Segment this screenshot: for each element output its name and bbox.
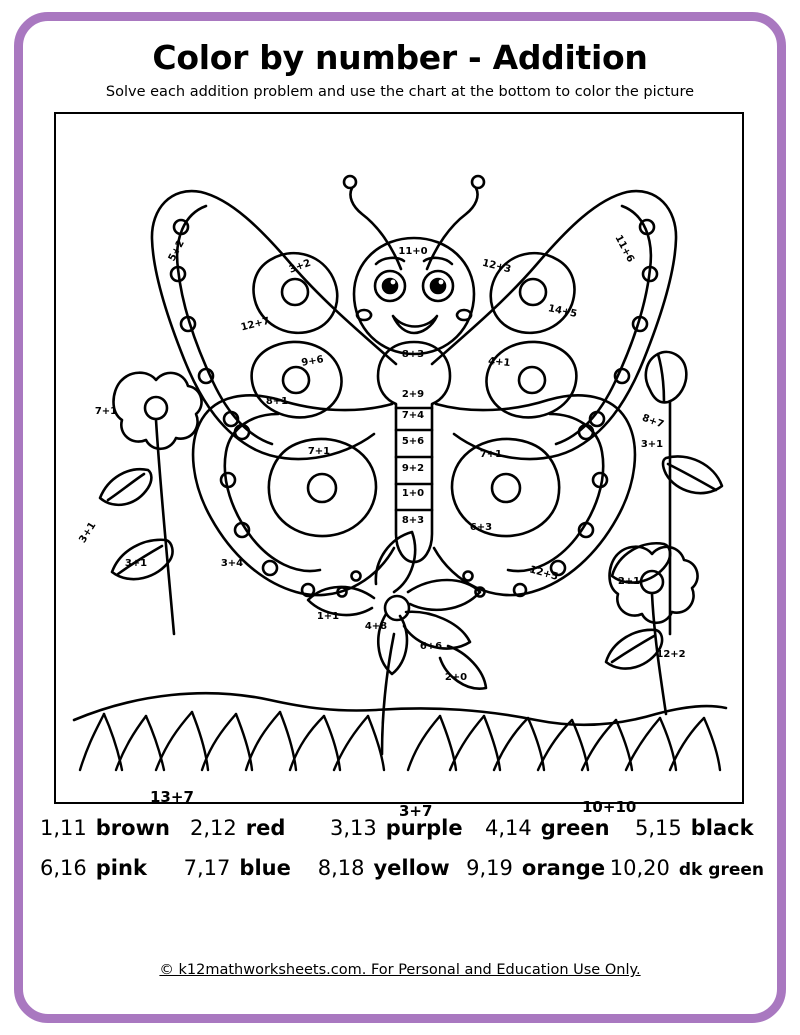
math-problem-label: 2+0	[444, 672, 468, 683]
math-problem-label: 4+1	[487, 355, 511, 370]
math-problem-label: 12+3	[481, 257, 513, 276]
math-problem-label: 14+5	[547, 303, 578, 320]
legend-color-name: pink	[95, 856, 147, 880]
math-problem-label: 11+0	[398, 246, 428, 257]
legend-item-3	[330, 816, 485, 840]
math-problem-label: 7+1	[479, 449, 503, 460]
math-problem-label: 6+6	[419, 641, 443, 652]
math-problem-label: 6+3	[469, 522, 493, 533]
math-problem-label: 9+6	[300, 354, 325, 369]
legend-color-name: yellow	[373, 856, 450, 880]
legend-row-2	[40, 856, 764, 880]
math-problem-label: 2+1	[617, 576, 641, 587]
legend-numbers: 10,20	[609, 856, 670, 880]
legend-numbers: 7,17	[183, 856, 231, 880]
legend-item-9	[466, 856, 610, 880]
legend-row-1	[40, 816, 764, 840]
legend-color-name: brown	[95, 816, 170, 840]
math-problem-label: 8+1	[265, 396, 289, 407]
legend-item-4	[485, 816, 635, 840]
math-problem-label: 8+7	[640, 412, 666, 431]
footer-link[interactable]: © k12mathworksheets.com. For Personal and Education Use Only.	[159, 962, 641, 978]
legend-numbers: 8,18	[317, 856, 365, 880]
math-problem-label: 12+7	[239, 315, 271, 334]
legend-color-name: orange	[521, 856, 606, 880]
footer-credit	[34, 962, 766, 978]
bottom-problem-1: 13+7	[150, 788, 194, 806]
page-title: Color by number - Addition	[152, 38, 648, 77]
legend-numbers: 4,14	[485, 816, 532, 840]
legend-color-name: blue	[239, 856, 291, 880]
legend-color-name: dk green	[678, 860, 764, 880]
math-problem-label: 3+1	[640, 439, 664, 450]
legend-item-5	[635, 816, 754, 840]
math-problem-label: 9+2	[401, 463, 425, 474]
legend-item-1	[40, 816, 190, 840]
math-problem-label: 8+3	[401, 515, 425, 526]
math-problem-label: 7+1	[94, 406, 118, 417]
math-problem-label: 3+1	[124, 558, 148, 569]
legend-item-10	[610, 856, 764, 880]
legend-numbers: 2,12	[190, 816, 237, 840]
math-problem-label: 12+2	[656, 649, 686, 660]
math-problem-label: 2+9	[401, 389, 425, 400]
legend-color-name: black	[690, 816, 754, 840]
butterfly-line-art	[56, 114, 742, 802]
math-problem-label: 4+8	[364, 621, 388, 632]
math-problem-label: 7+4	[401, 410, 425, 421]
worksheet-content	[34, 26, 766, 1006]
legend-numbers: 6,16	[40, 856, 87, 880]
math-problem-label: 5+2	[166, 238, 187, 264]
page-subtitle: Solve each addition problem and use the chart at the bottom to color the picture	[105, 84, 695, 100]
math-problem-label: 3+4	[220, 558, 244, 569]
math-problem-label: 11+6	[612, 233, 636, 265]
bottom-problem-3: 10+10	[582, 798, 637, 816]
legend-color-name: red	[245, 816, 286, 840]
math-problem-label: 1+0	[401, 488, 425, 499]
legend-numbers: 5,15	[635, 816, 682, 840]
math-problem-label: 3+1	[77, 520, 99, 546]
coloring-picture	[54, 112, 744, 804]
legend-item-6	[40, 856, 184, 880]
math-problem-label: 5+6	[401, 436, 425, 447]
legend-numbers: 3,13	[330, 816, 377, 840]
legend-color-name: green	[540, 816, 610, 840]
math-problem-label: 3+2	[287, 257, 313, 276]
color-legend	[40, 816, 764, 896]
math-problem-label: 8+3	[401, 349, 425, 360]
legend-item-7	[184, 856, 318, 880]
legend-item-2	[190, 816, 330, 840]
math-problem-label: 1+1	[316, 611, 340, 622]
legend-color-name: purple	[385, 816, 463, 840]
legend-item-8	[318, 856, 466, 880]
math-problem-label: 7+1	[307, 446, 331, 457]
bottom-problem-2: 3+7	[399, 802, 433, 820]
legend-numbers: 1,11	[40, 816, 87, 840]
math-problem-label: 12+5	[528, 564, 560, 583]
legend-numbers: 9,19	[466, 856, 513, 880]
